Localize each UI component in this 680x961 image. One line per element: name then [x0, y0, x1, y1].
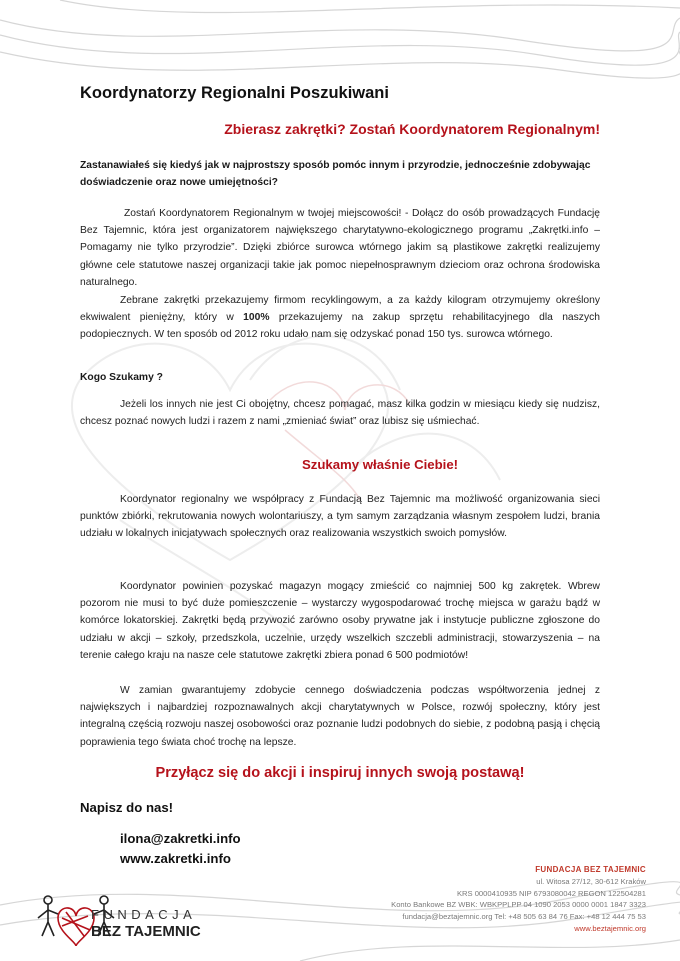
footer-org-name: FUNDACJA BEZ TAJEMNIC	[535, 865, 646, 874]
paragraph-1-text: Zostań Koordynatorem Regionalnym w twojej miejscowości! - Dołącz do osób prowadzących Fundację Bez Tajemnic, która jest organizatorem największego charytatywno-ekologicznego programu „Zakrętki.info – Pomagamy nie tylko przyrodzie”. Dzięki zbiórce surowca wtórnego jakim są plastikowe zakrętki realizujemy główne cele statutowe naszej organizacji takie jak pomoc niepełnosprawnym dzieciom oraz ochrona środowiska naturalnego.	[80, 208, 600, 288]
footer-registry: KRS 0000410935 NIP 6793080042 REGON 122504281	[456, 888, 646, 898]
paragraph-2-bold: 100%	[243, 312, 270, 324]
paragraph-2	[80, 292, 600, 344]
paragraph-3-text: Koordynator regionalny we współpracy z Fundacją Bez Tajemnic ma możliwość organizowania sieci punktów zbiórki, rekrutowania nowych wolontariuszy, a tym samym zarządzania własnym zespołem ludzi, brania udziału w lokalnych inicjatywach społecznych oraz realizowania wszystkich swoich pomysłów.	[80, 494, 600, 540]
paragraph-4	[80, 578, 600, 664]
who-paragraph-text: Jeżeli los innych nie jest Ci obojętny, chcesz pomagać, masz kilka godzin w miesiącu kiedy się nudzisz, chcesz poznać nowych ludzi i razem z nami „zmieniać świat” oraz lubisz się uśmiechać.	[80, 399, 600, 428]
footer-address: ul. Witosa 27/12, 30-612 Kraków	[536, 876, 646, 886]
paragraph-2-after: przekazujemy na zakup sprzętu rehabilitacyjnego dla naszych podopiecznych. W ten sposób od 2012 roku udało nam się odzyskać ponad 150 tys. surowca wtórnego.	[80, 312, 600, 341]
footer-bank: Konto Bankowe BZ WBK: WBKPPLPP 04 1090 2053 0000 0001 1847 3323	[391, 900, 646, 910]
subtitle-red: Zbierasz zakrętki? Zostań Koordynatorem Regionalnym!	[224, 121, 600, 137]
who-paragraph	[80, 396, 600, 430]
footer-contact: fundacja@beztajemnic.org Tel: +48 505 63 84 76 Fax: +48 12 444 75 53	[402, 912, 646, 922]
who-heading: Kogo Szukamy ?	[80, 372, 163, 383]
paragraph-4-text: Koordynator powinien pozyskać magazyn mogący zmieścić co najmniej 500 kg zakrętek. Wbrew pozorom nie musi to być duże pomieszczenie – wystarczy wygospodarować trochę miejsca w garażu bądź w komórce lokatorskiej. Zakrętki będą przywozić zarówno osoby prywatne jak i instytucje publiczne zgłoszone do udziału w akcji – szkoły, przedszkola, uczelnie, urzędy wszelkich szczebli administracji, stowarzyszenia – na terenie całego kraju na nasze cele statutowe zakrętki zbiera ponad 6 500 podmiotów!	[80, 581, 600, 661]
logo-text-bez-tajemnic: BEZ TAJEMNIC	[91, 923, 201, 940]
intro-question: Zastanawiałeś się kiedyś jak w najprostszy sposób pomóc innym i przyrodzie, jednocześnie zdobywając doświadczenie oraz nowe umiejętności?	[80, 160, 591, 188]
contact-block	[120, 829, 241, 869]
paragraph-5-text: W zamian gwarantujemy zdobycie cennego doświadczenia podczas współtworzenia jednej z największych i najbardziej rozpoznawalnych akcji charytatywnych w Polsce, rozwój społeczny, który jest integralną częścią rozwoju naszej osobowości oraz poznanie ludzi podobnych do siebie, z podobną pasją i chęcią poprawienia tego świata choć trochę na lepsze.	[80, 685, 600, 748]
logo-text-fundacja: FUNDACJA	[91, 907, 197, 922]
paragraph-1	[80, 205, 600, 291]
document-title: Koordynatorzy Regionalni Poszukiwani	[80, 84, 389, 102]
email-link[interactable]: ilona@zakretki.info	[120, 831, 241, 846]
call-to-action: Przyłącz się do akcji i inspiruj innych swoją postawą!	[155, 765, 525, 781]
footer-contact-details	[346, 864, 646, 935]
website-link[interactable]: www.zakretki.info	[120, 851, 231, 866]
write-to-us-label: Napisz do nas!	[80, 800, 174, 815]
paragraph-5	[80, 682, 600, 751]
footer-url[interactable]: www.beztajemnic.org	[574, 923, 646, 933]
paragraph-3	[80, 491, 600, 543]
paragraph-2-text	[80, 292, 600, 344]
paragraph-2-before: Zebrane zakrętki przekazujemy firmom recyklingowym, a za każdy kilogram otrzymujemy określony ekwiwalent pieniężny, który w	[80, 295, 600, 324]
looking-for-you-heading: Szukamy właśnie Ciebie!	[301, 457, 459, 472]
